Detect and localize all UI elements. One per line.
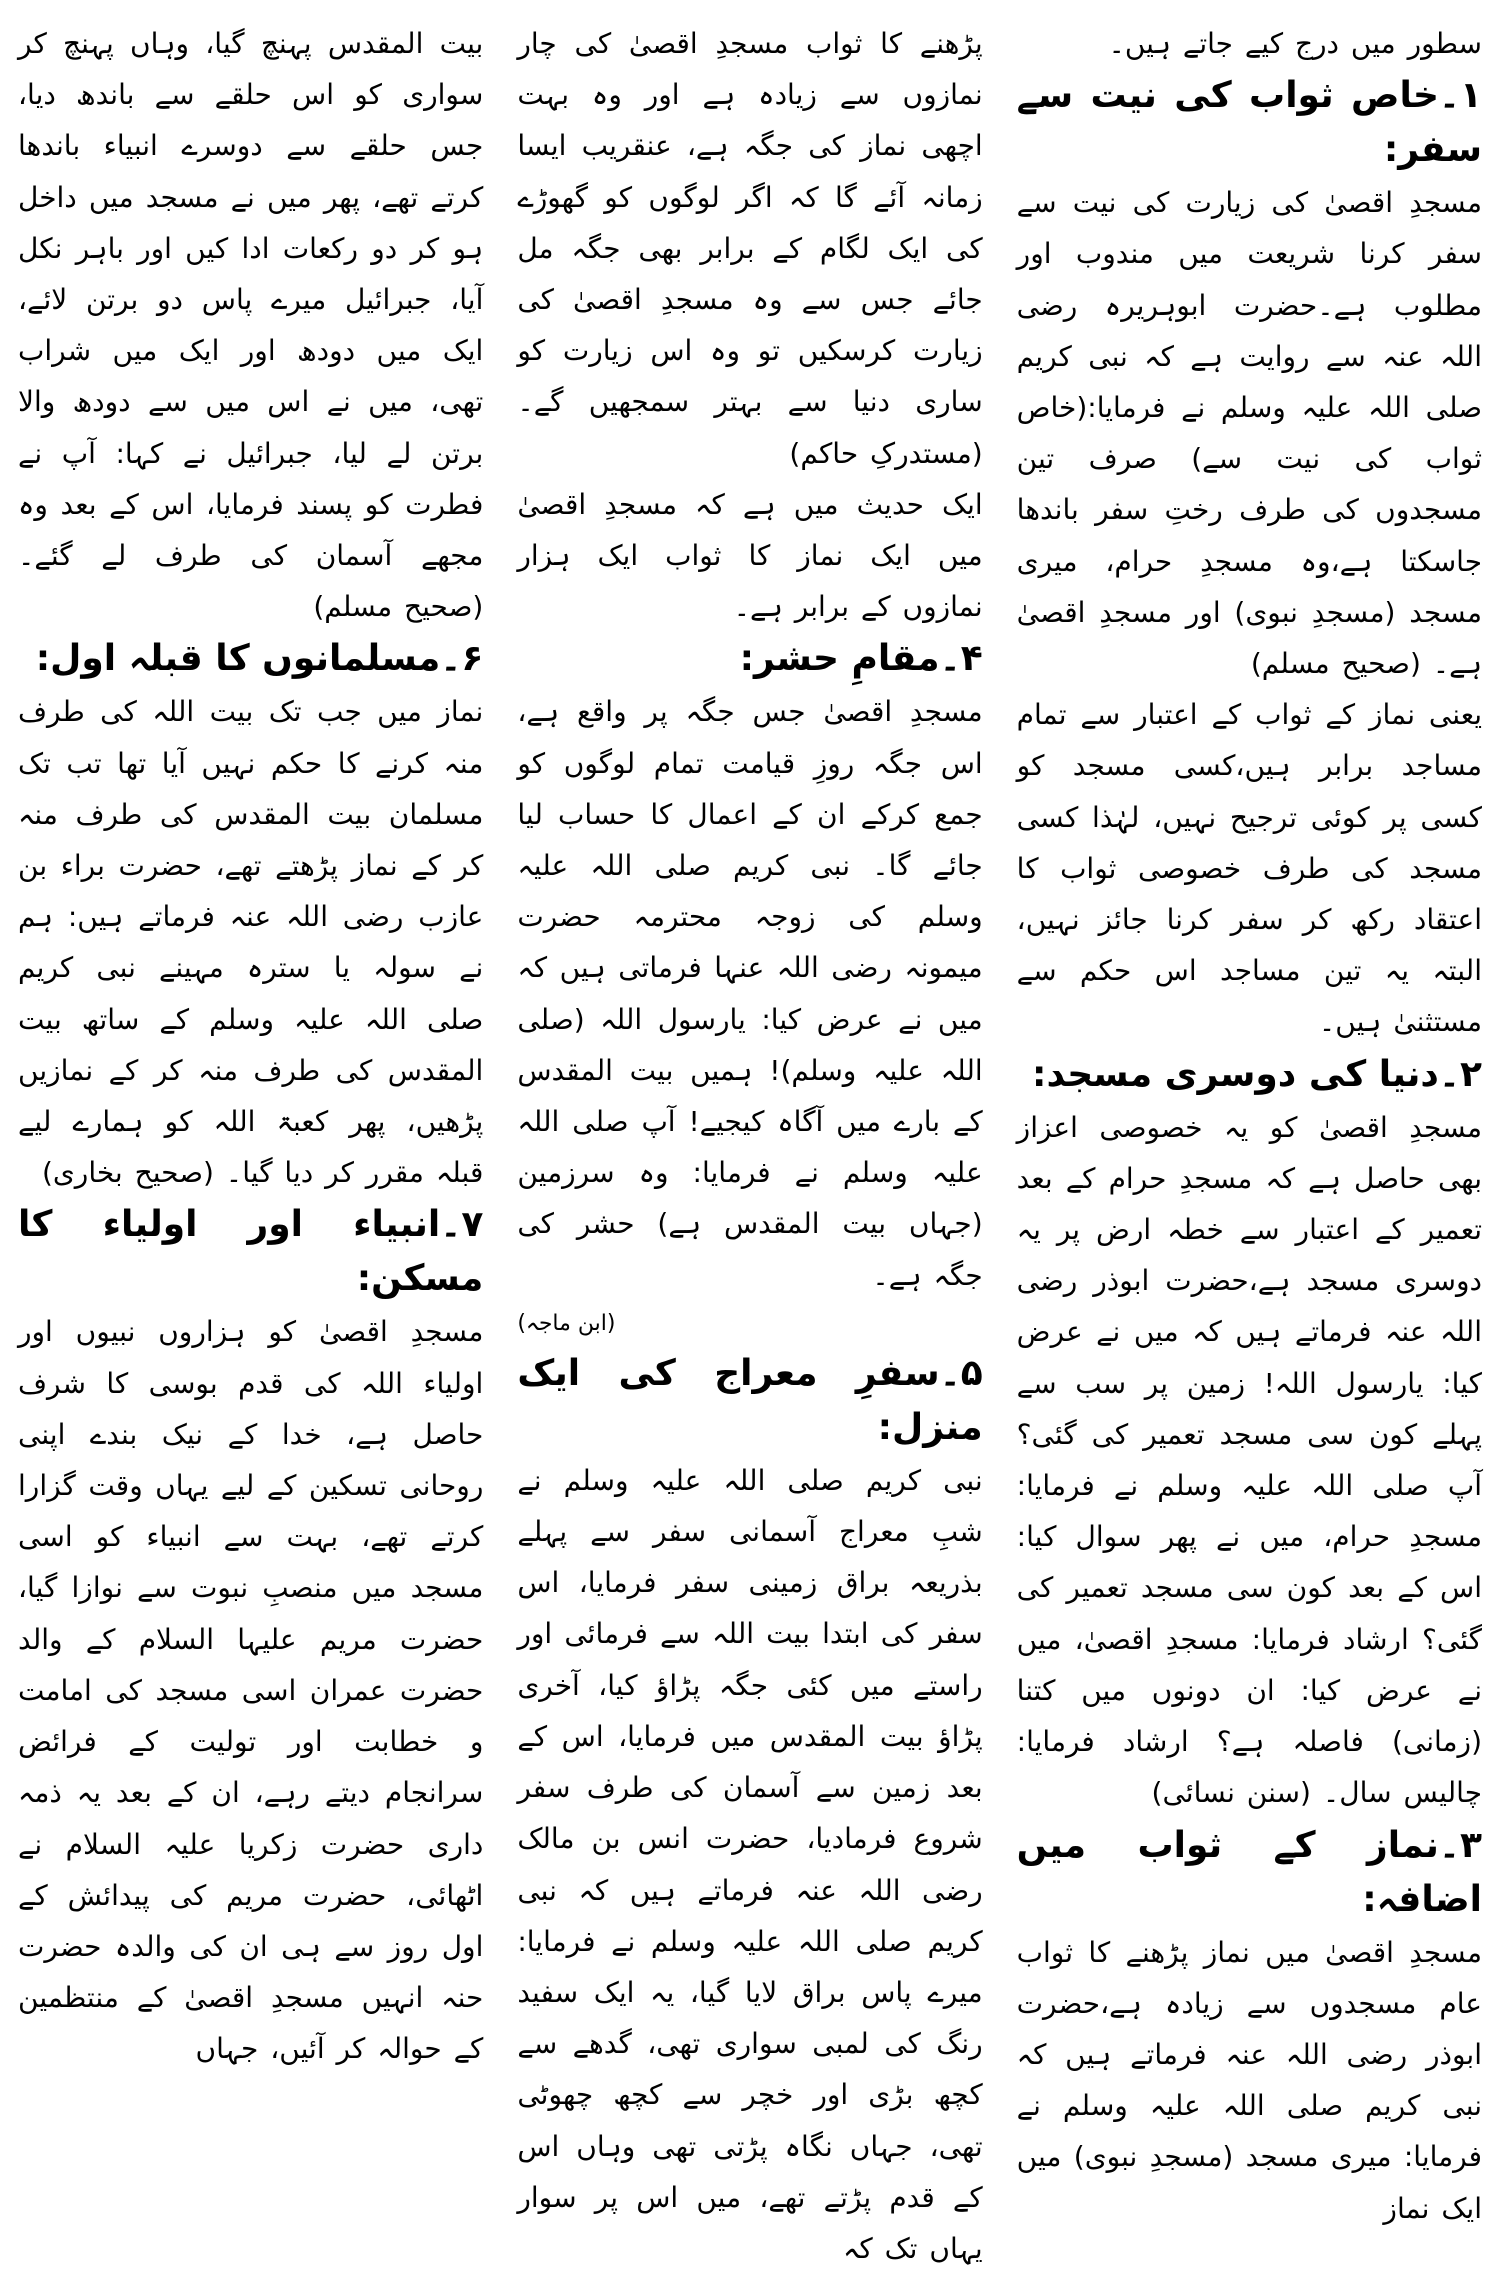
body-paragraph: مسجدِ اقصیٰ کو ہزاروں نبیوں اور اولیاء اللہ کی قدم بوسی کا شرف حاصل ہے، خدا کے نیک بندے اپنی روحانی تسکین کے لیے یہاں وقت گزارا کرتے تھے، بہت سے انبیاء کو اسی مسجد میں منصبِ نبوت سے نوازا گیا، حضرت مریم علیہا السلام کے والد حضرت عمران اسی مسجد کی امامت و خطابت اور تولیت کے فرائض سرانجام دیتے رہے، ان کے بعد یہ ذمہ داری حضرت زکریا علیہ السلام نے اٹھائی، حضرت مریم کی پیدائش کے اول روز سے ہی ان کی والدہ حضرت حنہ انہیں مسجدِ اقصیٰ کے منتظمین کے حوالہ کر آئیں، جہاں bbox=[18, 1315, 484, 2066]
body-paragraph: سطور میں درج کیے جاتے ہیں۔ bbox=[1108, 27, 1482, 60]
section-heading: ۵۔سفرِ معراج کی ایک منزل: bbox=[517, 1352, 983, 1448]
section-heading: ۲۔دنیا کی دوسری مسجد: bbox=[1032, 1053, 1482, 1095]
body-paragraph: یعنی نماز کے ثواب کے اعتبار سے تمام مساجد برابر ہیں،کسی مسجد کو کسی پر کوئی ترجیح نہیں، لہٰذا کسی مسجد کی طرف خصوصی ثواب کا اعتقاد رکھ کر سفر کرنا جائز نہیں، البتہ یہ تین مساجد اس حکم سے مستثنیٰ ہیں۔ bbox=[1016, 698, 1482, 1039]
section-heading: ۴۔مقامِ حشر: bbox=[739, 638, 983, 680]
body-paragraph: ایک حدیث میں ہے کہ مسجدِ اقصیٰ میں ایک نماز کا ثواب ایک ہزار نمازوں کے برابر ہے۔ bbox=[517, 487, 983, 624]
body-paragraph: نبی کریم صلی اللہ علیہ وسلم نے شبِ معراج آسمانی سفر سے پہلے بذریعہ براق زمینی سفر فرمایا، اس سفر کی ابتدا بیت اللہ سے فرمائی اور راستے میں کئی جگہ پڑاؤ کیا، آخری پڑاؤ بیت المقدس میں فرمایا، اس کے بعد زمین سے آسمان کی طرف سفر شروع فرمادیا، حضرت انس بن مالک رضی اللہ عنہ فرماتے ہیں کہ نبی کریم صلی اللہ علیہ وسلم نے فرمایا: میرے پاس براق لایا گیا، یہ ایک سفید رنگ کی لمبی سواری تھی، گدھے سے کچھ بڑی اور خچر سے کچھ چھوٹی تھی، جہاں نگاہ پڑتی تھی وہاں اس کے قدم پڑتے تھے، میں اس پر سوار یہاں تک کہ bbox=[517, 1463, 983, 2265]
body-paragraph: پڑھنے کا ثواب مسجدِ اقصیٰ کی چار نمازوں سے زیادہ ہے اور وہ بہت اچھی نماز کی جگہ ہے، عنقریب ایسا زمانہ آئے گا کہ اگر لوگوں کو گھوڑے کی ایک لگام کے برابر بھی جگہ مل جائے جس سے وہ مسجدِ اقصیٰ کی زیارت کرسکیں تو وہ اس زیارت کو ساری دنیا سے بہتر سمجھیں گے۔ (مستدرکِ حاکم) bbox=[517, 27, 983, 470]
section-heading: ۱۔خاص ثواب کی نیت سے سفر: bbox=[1016, 75, 1482, 171]
column-right bbox=[1016, 18, 1482, 2225]
reference-citation: (ابن ماجہ) bbox=[517, 1310, 616, 1336]
body-paragraph: مسجدِ اقصیٰ کی زیارت کی نیت سے سفر کرنا شریعت میں مندوب اور مطلوب ہے۔حضرت ابوہریرہ رضی اللہ عنہ سے روایت ہے کہ نبی کریم صلی اللہ علیہ وسلم نے فرمایا:(خاص ثواب کی نیت سے) صرف تین مسجدوں کی طرف رختِ سفر باندھا جاسکتا ہے،وہ مسجدِ حرام، میری مسجد (مسجدِ نبوی) اور مسجدِ اقصیٰ ہے۔ (صحیح مسلم) bbox=[1016, 186, 1482, 681]
column-middle bbox=[517, 18, 983, 2265]
body-paragraph: مسجدِ اقصیٰ جس جگہ پر واقع ہے، اس جگہ روزِ قیامت تمام لوگوں کو جمع کرکے ان کے اعمال کا حساب لیا جائے گا۔ نبی کریم صلی اللہ علیہ وسلم کی زوجہ محترمہ حضرت میمونہ رضی اللہ عنہا فرماتی ہیں کہ میں نے عرض کیا: یارسول اللہ (صلی اللہ علیہ وسلم)! ہمیں بیت المقدس کے بارے میں آگاہ کیجیے! آپ صلی اللہ علیہ وسلم نے فرمایا: وہ سرزمین (جہاں بیت المقدس ہے) حشر کی جگہ ہے۔ bbox=[517, 695, 983, 1292]
section-heading: ۳۔نماز کے ثواب میں اضافہ: bbox=[1016, 1824, 1482, 1920]
column-left bbox=[18, 18, 483, 2182]
section-heading: ۶۔مسلمانوں کا قبلہ اول: bbox=[35, 638, 484, 680]
newspaper-page bbox=[18, 18, 1482, 2265]
section-heading: ۷۔انبیاء اور اولیاء کا مسکن: bbox=[18, 1204, 484, 1300]
body-paragraph: مسجدِ اقصیٰ میں نماز پڑھنے کا ثواب عام مسجدوں سے زیادہ ہے،حضرت ابوذر رضی اللہ عنہ فرماتے ہیں کہ نبی کریم صلی اللہ علیہ وسلم نے فرمایا: میری مسجد (مسجدِ نبوی) میں ایک نماز bbox=[1016, 1935, 1482, 2225]
body-paragraph: مسجدِ اقصیٰ کو یہ خصوصی اعزاز بھی حاصل ہے کہ مسجدِ حرام کے بعد تعمیر کے اعتبار سے خطہ ارض پر یہ دوسری مسجد ہے،حضرت ابوذر رضی اللہ عنہ فرماتے ہیں کہ میں نے عرض کیا: یارسول اللہ! زمین پر سب سے پہلے کون سی مسجد تعمیر کی گئی؟ آپ صلی اللہ علیہ وسلم نے فرمایا: مسجدِ حرام، میں نے پھر سوال کیا: اس کے بعد کون سی مسجد تعمیر کی گئی؟ ارشاد فرمایا: مسجدِ اقصیٰ، میں نے عرض کیا: ان دونوں میں کتنا (زمانی) فاصلہ ہے؟ ارشاد فرمایا: چالیس سال۔ (سنن نسائی) bbox=[1016, 1110, 1482, 1810]
body-paragraph: نماز میں جب تک بیت اللہ کی طرف منہ کرنے کا حکم نہیں آیا تھا تب تک مسلمان بیت المقدس کی طرف منہ کر کے نماز پڑھتے تھے، حضرت براء بن عازب رضی اللہ عنہ فرماتے ہیں: ہم نے سولہ یا سترہ مہینے نبی کریم صلی اللہ علیہ وسلم کے ساتھ بیت المقدس کی طرف منہ کر کے نمازیں پڑھیں، پھر کعبۃ اللہ کو ہمارے لیے قبلہ مقرر کر دیا گیا۔ (صحیح بخاری) bbox=[18, 695, 484, 1190]
body-paragraph: بیت المقدس پہنچ گیا، وہاں پہنچ کر سواری کو اس حلقے سے باندھ دیا، جس حلقے سے دوسرے انبیاء باندھا کرتے تھے، پھر میں نے مسجد میں داخل ہو کر دو رکعات ادا کیں اور باہر نکل آیا، جبرائیل میرے پاس دو برتن لائے، ایک میں دودھ اور ایک میں شراب تھی، میں نے اس میں سے دودھ والا برتن لے لیا، جبرائیل نے کہا: آپ نے فطرت کو پسند فرمایا، اس کے بعد وہ مجھے آسمان کی طرف لے گئے۔ (صحیح مسلم) bbox=[18, 27, 484, 624]
